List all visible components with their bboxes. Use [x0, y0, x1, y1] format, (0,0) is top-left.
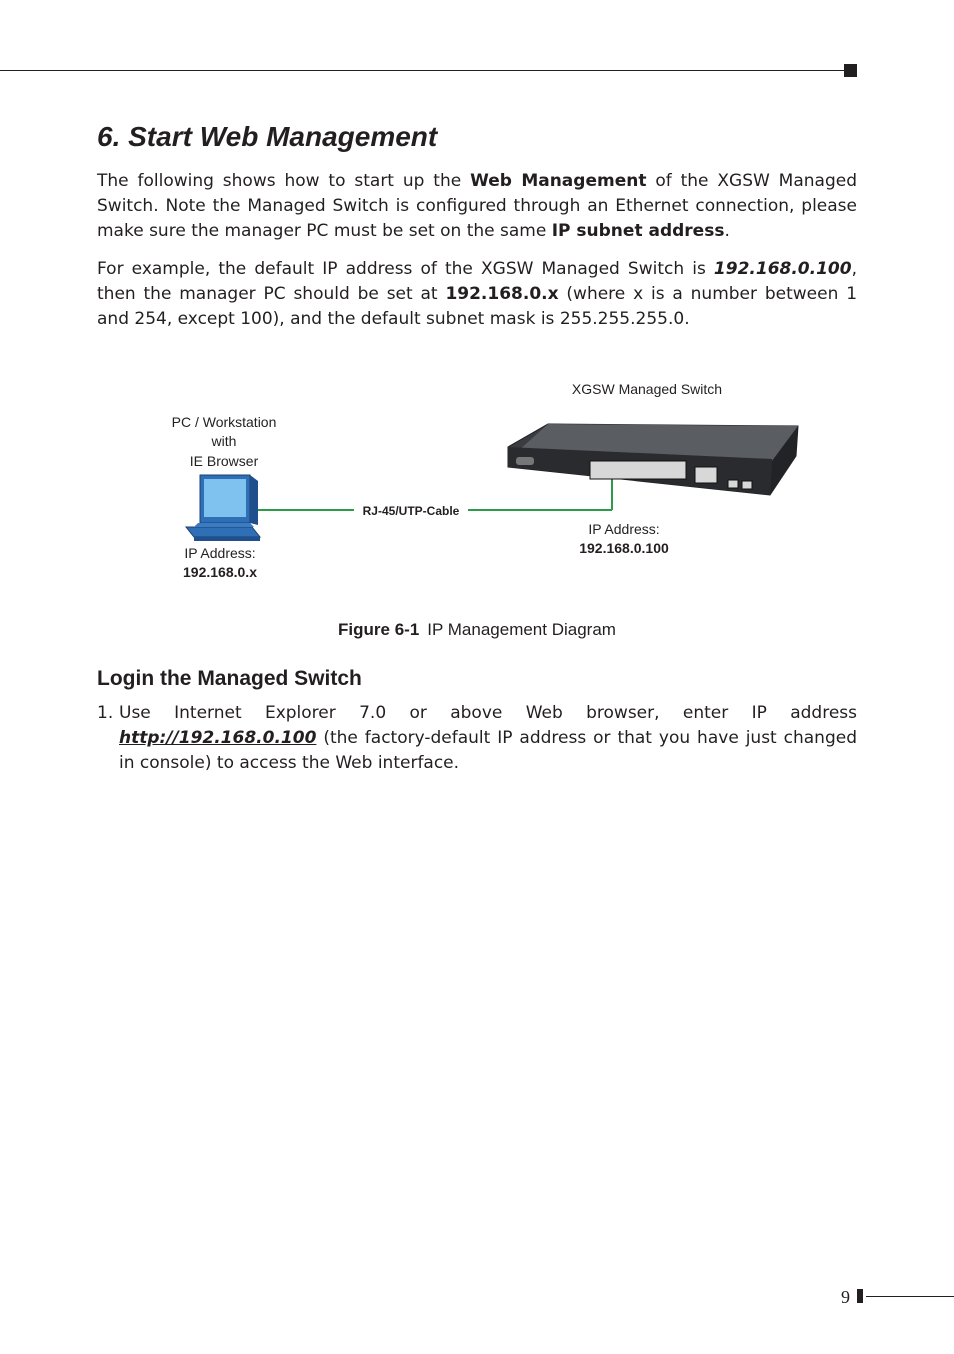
header-square-marker: [844, 64, 857, 77]
step-text: Use Internet Explorer 7.0 or above Web browser, enter IP address http://192.168.0.100 (the factory-default IP address or that you have just changed in console) to access the Web interface.: [119, 703, 857, 773]
pc-workstation-icon: [186, 475, 260, 541]
figure-caption: [0, 620, 954, 640]
pc-ip-value: 192.168.0.x: [183, 564, 257, 580]
section-heading: 6. Start Web Management: [97, 121, 438, 152]
switch-label: XGSW Managed Switch: [571, 381, 723, 397]
header-rule: [0, 70, 848, 71]
figure-title: IP Management Diagram: [427, 620, 616, 639]
pc-ip-label: IP Address:: [184, 545, 256, 561]
footer-rule: [866, 1296, 954, 1297]
pc-label-line1: PC / Workstation: [171, 414, 277, 430]
intro-paragraph: The following shows how to start up the Web Management of the XGSW Managed Switch. Note the Managed Switch is configured through an Ethernet connection, please make sure the manager PC must be set on the same IP subnet address.: [97, 171, 857, 241]
figure-number: Figure 6-1: [338, 620, 420, 639]
pc-label-line3: IE Browser: [189, 453, 259, 469]
example-paragraph: For example, the default IP address of the XGSW Managed Switch is 192.168.0.100, then the manager PC should be set at 192.168.0.x (where x is a number between 1 and 254, except 100), and the default subnet mask is 255.255.255.0.: [97, 259, 858, 329]
switch-ip-label: IP Address:: [588, 521, 660, 537]
step-number: 1.: [97, 703, 114, 723]
cable-label: RJ-45/UTP-Cable: [362, 504, 460, 518]
default-ip-value: 192.168.0.100: [713, 259, 852, 279]
page-number: 9: [841, 1287, 850, 1307]
pc-label-line2: with: [211, 433, 237, 449]
web-management-term: Web Management: [470, 171, 647, 191]
web-interface-link[interactable]: http://192.168.0.100: [119, 728, 317, 748]
switch-ip-value: 192.168.0.100: [579, 540, 669, 556]
pc-ip-value: 192.168.0.x: [445, 284, 559, 304]
managed-switch-icon: [508, 424, 798, 495]
ip-management-diagram: [150, 375, 810, 590]
login-subheading: Login the Managed Switch: [97, 667, 362, 690]
ip-subnet-term: IP subnet address: [551, 221, 725, 241]
footer-bar-marker: [857, 1289, 863, 1303]
